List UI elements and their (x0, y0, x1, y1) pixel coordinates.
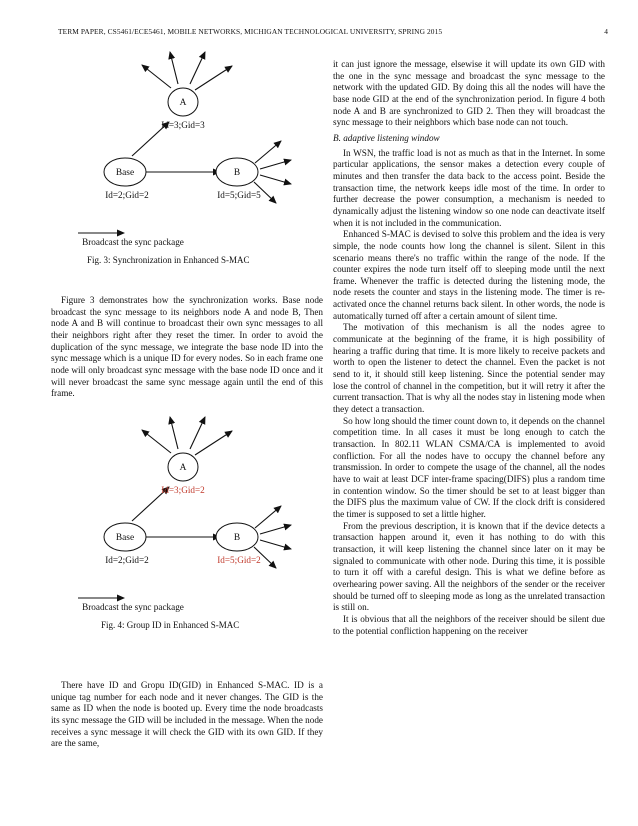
page-number: 4 (604, 27, 608, 36)
paragraph: There have ID and Gropu ID(GID) in Enhanced S-MAC. ID is a unique tag number for each node and it never changes. The GID is the same as ID when the node is booted up. Every time the node broadcasts its sync message the GID will be included in the message. When the node receives a sync message it will check the GID with its own GID. If they are the same, (51, 680, 323, 749)
legend-label: Broadcast the sync package (82, 602, 184, 612)
figure-3-arrows (78, 52, 291, 233)
left-column-bottom (51, 680, 323, 750)
arrow-b-up-right (255, 506, 281, 528)
left-column-top (51, 295, 323, 400)
running-header (58, 27, 608, 41)
paragraph: In WSN, the traffic load is not as much as that in the Internet. In some particular applications, the sensor makes a detection every couple of minutes and then transfer the data back to the access point. Beside the transaction time, the network keeps idle most of the time. In order to further decrease the power consumption, a mechanism is needed to dynamically adjust the listening window so one node can deactivate itself when it is not included in the communication. (333, 147, 605, 228)
node-a-label: A (179, 463, 187, 473)
node-a-label: A (179, 98, 187, 108)
paragraph: It is obvious that all the neighbors of the receiver should be silent due to the potential confliction happening on the receiver (333, 613, 605, 636)
arrow-b-down-right (260, 175, 291, 184)
running-title: TERM PAPER, CS5461/ECE5461, MOBILE NETWORKS, MICHIGAN TECHNOLOGICAL UNIVERSITY, SPRING 2015 (58, 27, 443, 36)
node-b-id: Id=5;Gid=2 (217, 555, 261, 565)
node-a-id: Id=3;Gid=3 (161, 120, 205, 130)
paragraph: Figure 3 demonstrates how the synchronization works. Base node broadcast the sync message to its neighbors node A and node B, Then node A and B will continue to broadcast their own sync messages to all their neighbors right after they reset the timer. In order to avoid the duplication of the sync message, we integrate the base node ID into the sync message which is a unique ID for every nodes. So in each frame one node will only broadcast sync message with the base node ID once and it will never broadcast the same sync message again until the end of this frame. (51, 295, 323, 399)
right-column (333, 59, 605, 637)
arrow-a-up (170, 417, 178, 449)
figure-4-arrows (78, 417, 291, 598)
figure-4 (55, 411, 325, 656)
arrow-a-up (170, 52, 178, 84)
section-heading: B. adaptive listening window (333, 132, 440, 143)
arrow-a-up-right (190, 417, 205, 449)
paragraph: it can just ignore the message, elsewise it will update its own GID with the one in the sync message and broadcast the sync message to the network with the updated GID. By doing this all the nodes will have the base node GID at the end of the synchronization period. In figure 4 both node A and B are synchronized to GID 2. Then they will broadcast the sync message to their neighbors which base node can not touch. (333, 59, 605, 128)
arrow-a-up-left (142, 65, 171, 88)
node-base-id: Id=2;Gid=2 (105, 190, 149, 200)
node-base-id: Id=2;Gid=2 (105, 555, 149, 565)
paragraph: From the previous description, it is known that if the device detects a transaction happen around it, even it has nothing to do with this transaction, it will keep listening the channel since later on it may be signaled to communicate with other node. During this time, it is possible to turn it off with a careful design. This is what we define before as overhearing power saving. All the neighbors of the sender or the receiver should be turned off to sleeping mode as long as the unrelated transaction is still on. (333, 520, 605, 613)
paragraph: The motivation of this mechanism is all the nodes agree to communicate at the beginning of the frame, it is high possibility of hearing a traffic during that time. It is more likely to receive packets and worth to open the listener to detect the channel. Even the packet is not send to it, it should still keep listening. Since the potential sender may lose the control of channel in the competition, but it will retry it after the current transaction. That is why all the nodes stay in listening mode when they detect a transaction. (333, 322, 605, 415)
arrow-b-right (260, 160, 291, 169)
node-b-label: B (233, 533, 241, 543)
arrow-b-right (260, 525, 291, 534)
figure-3 (55, 46, 325, 291)
arrow-b-down-right (260, 540, 291, 549)
arrow-b-up-right (255, 141, 281, 163)
paragraph: Enhanced S-MAC is devised to solve this problem and the idea is very simple, the node counts how long the channel is silent. Silent in this scenario means there's no traffic within the range of the node. If the counter expires the node turn itself off to sleeping mode until the next frame. Whenever the traffic is detected during the listening mode, the node resets the counter and stays in the listening mode. The timer is re-activated once the channel returns back silent. In other words, the node is automatically turned off after a certain amount of silent time. (333, 229, 605, 321)
figure-3-caption: Fig. 3: Synchronization in Enhanced S-MAC (87, 255, 250, 265)
node-b-id: Id=5;Gid=5 (217, 190, 261, 200)
arrow-a-up-right (190, 52, 205, 84)
arrow-a-right (195, 431, 232, 455)
arrow-a-up-left (142, 430, 171, 453)
node-a-id: Id=3;Gid=2 (161, 485, 205, 495)
figure-4-caption: Fig. 4: Group ID in Enhanced S-MAC (101, 620, 240, 630)
paragraph: So how long should the timer count down to, it depends on the channel competition time. In all cases it must be long enough to catch the transaction. In 802.11 WLAN CSMA/CA is implemented to avoid confliction. For all the nodes have to occupy the channel before any transmission. In order to compete the usage of the channel, all the nodes have to wait at least DCF inter-frame spacing(DIFS) plus a random time in contention window. So the timer should be set to at least bigger than the DIFS plus the maximum value of CW. If the clock drift is considered the timer is supposed to set a little higher. (333, 415, 605, 519)
arrow-a-right (195, 66, 232, 90)
node-base-label: Base (115, 168, 135, 178)
legend-label: Broadcast the sync package (82, 237, 184, 247)
node-base-label: Base (115, 533, 135, 543)
node-b-label: B (233, 168, 241, 178)
